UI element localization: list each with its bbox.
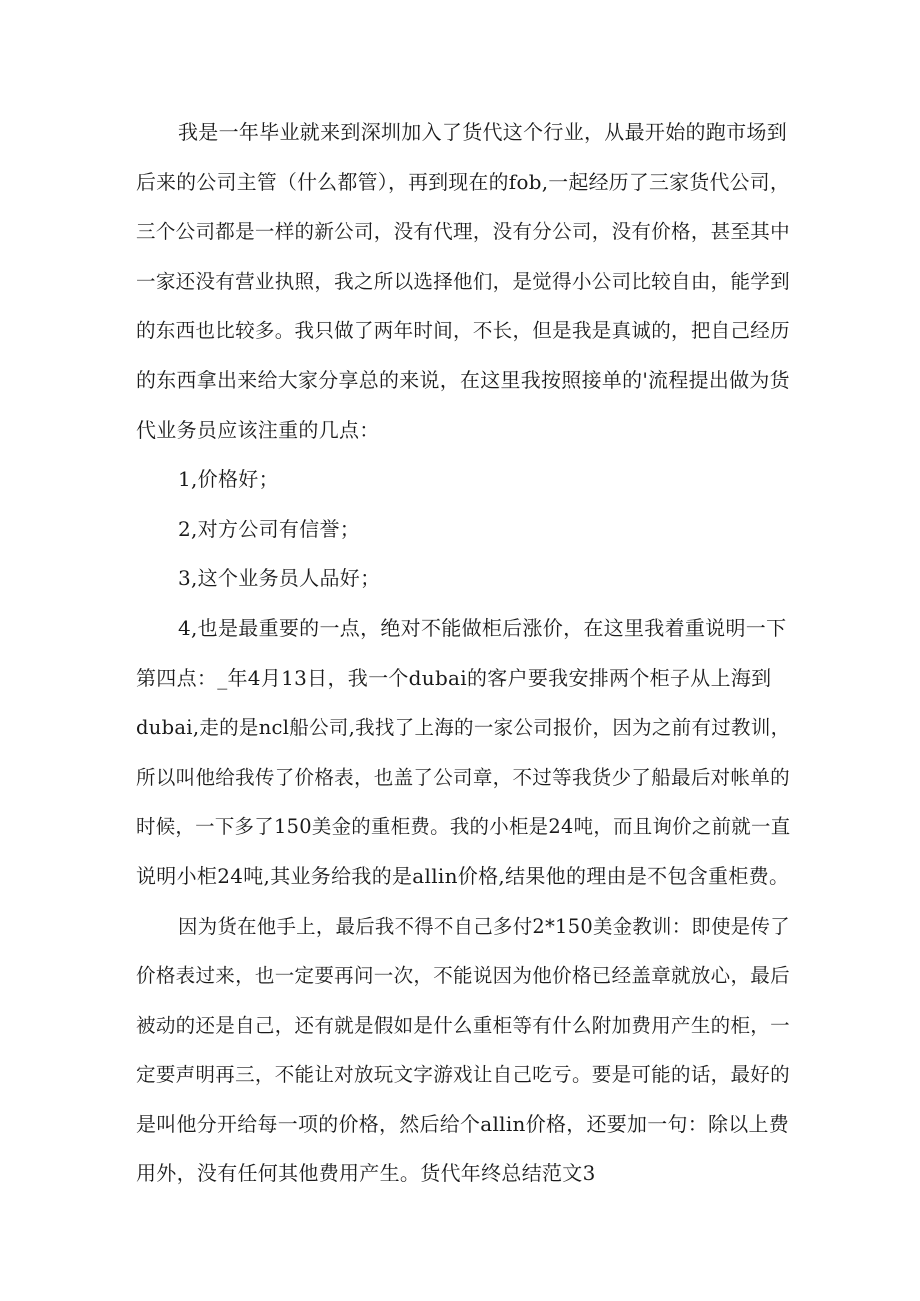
text-line: 所以叫他给我传了价格表，也盖了公司章，不过等我货少了船最后对帐单的 (136, 765, 790, 789)
text-line: 3,这个业务员人品好； (178, 566, 381, 591)
text-line: 是叫他分开给每一项的价格，然后给个allin价格，还要加一句：除以上费 (136, 1111, 789, 1136)
text-line: 说明小柜24吨,其业务给我的是allin价格,结果他的理由是不包含重柜费。 (136, 863, 790, 888)
text-line: dubai,走的是ncl船公司,我找了上海的一家公司报价，因为之前有过教训， (136, 716, 791, 740)
text-line: 的东西拿出来给大家分享总的来说，在这里我按照接单的'流程提出做为货 (136, 367, 790, 392)
text-line: 定要声明再三，不能让对放玩文字游戏让自己吃亏。要是可能的话，最好的 (136, 1063, 790, 1087)
text-line: 我是一年毕业就来到深圳加入了货代这个行业，从最开始的跑市场到 (178, 120, 787, 144)
text-line: 三个公司都是一样的新公司，没有代理，没有分公司，没有价格，甚至其中 (136, 220, 790, 244)
text-line: 因为货在他手上，最后我不得不自己多付2*150美金教训：即使是传了 (178, 914, 790, 938)
text-line: 用外，没有任何其他费用产生。货代年终总结范文3 (136, 1161, 596, 1186)
text-line: 4,也是最重要的一点，绝对不能做柜后涨价，在这里我着重说明一下 (178, 615, 787, 640)
text-line: 1,价格好； (178, 467, 279, 492)
text-line: 2,对方公司有信誉； (178, 516, 361, 541)
text-line: 被动的还是自己，还有就是假如是什么重柜等有什么附加费用产生的柜，一 (136, 1013, 790, 1037)
text-line: 代业务员应该注重的几点： (136, 417, 380, 442)
body-text (136, 108, 790, 1199)
text-line: 价格表过来，也一定要再问一次，不能说因为他价格已经盖章就放心，最后 (136, 964, 790, 988)
text-line: 时候，一下多了150美金的重柜费。我的小柜是24吨，而且询价之前就一直 (136, 815, 791, 839)
text-line: 后来的公司主管（什么都管），再到现在的fob,一起经历了三家货代公司， (136, 170, 791, 194)
text-line: 的东西也比较多。我只做了两年时间，不长，但是我是真诚的，把自己经历 (136, 319, 790, 343)
text-line: 第四点：_年4月13日，我一个dubai的客户要我安排两个柜子从上海到 (136, 665, 772, 690)
text-line: 一家还没有营业执照，我之所以选择他们，是觉得小公司比较自由，能学到 (136, 269, 790, 293)
